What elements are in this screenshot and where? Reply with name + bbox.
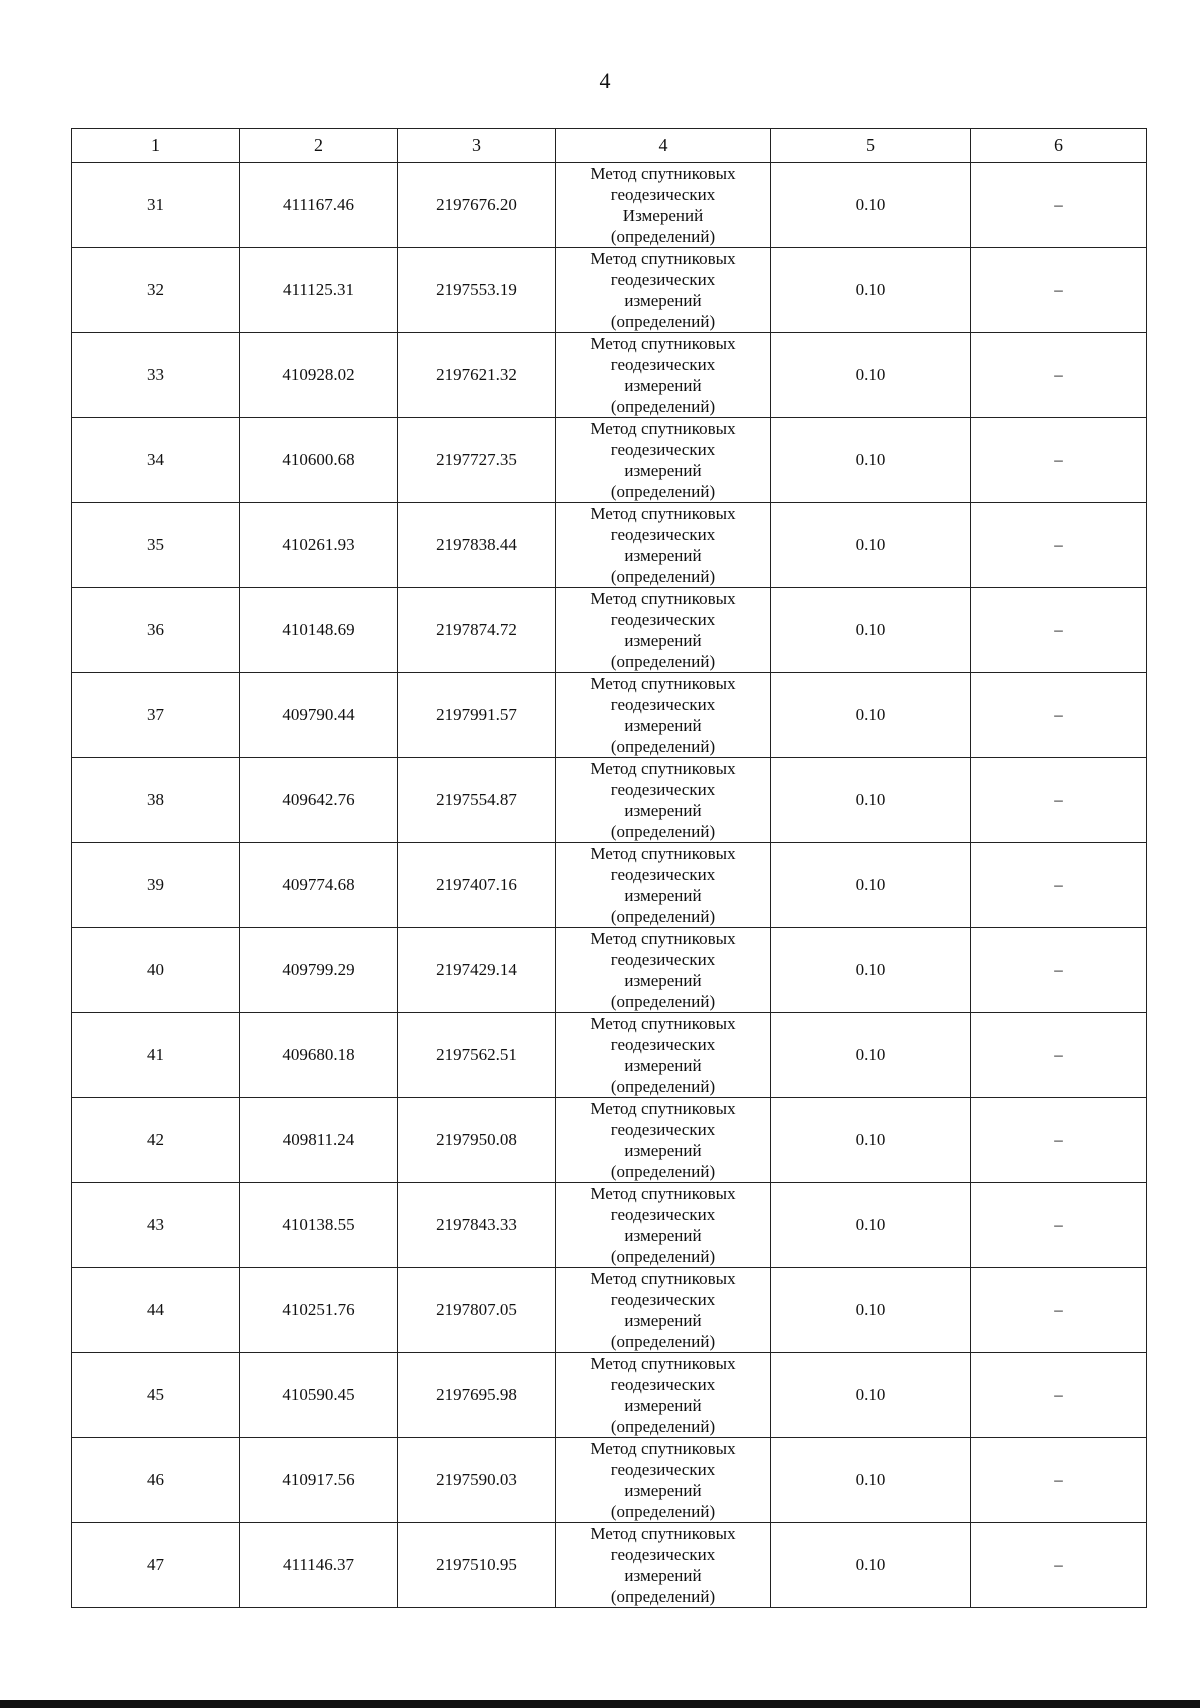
x-coordinate-cell: 410261.93 [240, 503, 398, 588]
table-row [72, 503, 1147, 588]
point-number-cell: 40 [72, 928, 240, 1013]
x-coordinate-cell: 409642.76 [240, 758, 398, 843]
method-cell [556, 418, 771, 503]
y-coordinate-cell: 2197727.35 [398, 418, 556, 503]
method-line: геодезических [610, 1120, 716, 1139]
x-coordinate-cell: 409811.24 [240, 1098, 398, 1183]
accuracy-cell: 0.10 [771, 588, 971, 673]
method-line: геодезических [610, 185, 716, 204]
method-line: измерений [624, 801, 702, 820]
point-number-cell: 45 [72, 1353, 240, 1438]
method-line: Метод спутниковых [590, 419, 736, 438]
y-coordinate-cell: 2197991.57 [398, 673, 556, 758]
x-coordinate-cell: 410917.56 [240, 1438, 398, 1523]
table-row [72, 163, 1147, 248]
point-number-cell: 43 [72, 1183, 240, 1268]
method-line: Метод спутниковых [590, 1354, 736, 1373]
y-coordinate-cell: 2197695.98 [398, 1353, 556, 1438]
point-number-cell: 42 [72, 1098, 240, 1183]
method-line: Метод спутниковых [590, 759, 736, 778]
y-coordinate-cell: 2197590.03 [398, 1438, 556, 1523]
accuracy-cell: 0.10 [771, 843, 971, 928]
x-coordinate-cell: 411125.31 [240, 248, 398, 333]
method-line: геодезических [610, 780, 716, 799]
table-row [72, 248, 1147, 333]
method-line: (определений) [610, 1502, 716, 1521]
point-number-cell: 34 [72, 418, 240, 503]
method-line: геодезических [610, 865, 716, 884]
method-line: геодезических [610, 1205, 716, 1224]
method-line: Метод спутниковых [590, 589, 736, 608]
method-cell [556, 1353, 771, 1438]
y-coordinate-cell: 2197429.14 [398, 928, 556, 1013]
point-number-cell: 32 [72, 248, 240, 333]
method-line: Метод спутниковых [590, 674, 736, 693]
method-line: измерений [624, 291, 702, 310]
table-row [72, 1268, 1147, 1353]
accuracy-cell: 0.10 [771, 928, 971, 1013]
note-cell: – [971, 248, 1147, 333]
method-line: (определений) [610, 737, 716, 756]
point-number-cell: 38 [72, 758, 240, 843]
method-line: (определений) [610, 312, 716, 331]
point-number-cell: 46 [72, 1438, 240, 1523]
table-row [72, 333, 1147, 418]
table-row [72, 1013, 1147, 1098]
accuracy-cell: 0.10 [771, 1183, 971, 1268]
method-cell [556, 843, 771, 928]
y-coordinate-cell: 2197554.87 [398, 758, 556, 843]
method-line: измерений [624, 1226, 702, 1245]
x-coordinate-cell: 411167.46 [240, 163, 398, 248]
method-cell [556, 248, 771, 333]
x-coordinate-cell: 411146.37 [240, 1523, 398, 1608]
method-line: (определений) [610, 652, 716, 671]
method-line: Метод спутниковых [590, 1184, 736, 1203]
method-line: измерений [624, 716, 702, 735]
column-header: 6 [971, 129, 1147, 163]
method-line: (определений) [610, 1417, 716, 1436]
method-cell [556, 1523, 771, 1608]
method-line: геодезических [610, 1375, 716, 1394]
accuracy-cell: 0.10 [771, 1268, 971, 1353]
table-row [72, 758, 1147, 843]
method-line: (определений) [610, 992, 716, 1011]
method-line: измерений [624, 971, 702, 990]
method-line: измерений [624, 1481, 702, 1500]
table-header-row [72, 129, 1147, 163]
method-cell [556, 1098, 771, 1183]
note-cell: – [971, 1353, 1147, 1438]
x-coordinate-cell: 409799.29 [240, 928, 398, 1013]
y-coordinate-cell: 2197874.72 [398, 588, 556, 673]
method-line: измерений [624, 886, 702, 905]
accuracy-cell: 0.10 [771, 1013, 971, 1098]
y-coordinate-cell: 2197807.05 [398, 1268, 556, 1353]
scan-edge-bar [0, 1700, 1200, 1708]
note-cell: – [971, 1523, 1147, 1608]
method-line: геодезических [610, 1545, 716, 1564]
accuracy-cell: 0.10 [771, 333, 971, 418]
page-number: 4 [599, 68, 611, 93]
accuracy-cell: 0.10 [771, 503, 971, 588]
coordinates-table [71, 128, 1147, 1608]
accuracy-cell: 0.10 [771, 673, 971, 758]
method-line: (определений) [610, 1247, 716, 1266]
method-line: измерений [624, 1396, 702, 1415]
method-line: Метод спутниковых [590, 504, 736, 523]
accuracy-cell: 0.10 [771, 248, 971, 333]
method-cell [556, 1438, 771, 1523]
method-line: Метод спутниковых [590, 164, 736, 183]
point-number-cell: 41 [72, 1013, 240, 1098]
note-cell: – [971, 1013, 1147, 1098]
note-cell: – [971, 1183, 1147, 1268]
table-row [72, 673, 1147, 758]
table-row [72, 588, 1147, 673]
method-line: (определений) [610, 397, 716, 416]
y-coordinate-cell: 2197621.32 [398, 333, 556, 418]
point-number-cell: 39 [72, 843, 240, 928]
point-number-cell: 37 [72, 673, 240, 758]
method-line: измерений [624, 1311, 702, 1330]
x-coordinate-cell: 409790.44 [240, 673, 398, 758]
x-coordinate-cell: 410148.69 [240, 588, 398, 673]
method-cell [556, 673, 771, 758]
method-line: (определений) [610, 822, 716, 841]
method-line: геодезических [610, 440, 716, 459]
method-cell [556, 1013, 771, 1098]
column-header: 2 [240, 129, 398, 163]
method-cell [556, 758, 771, 843]
accuracy-cell: 0.10 [771, 758, 971, 843]
method-cell [556, 588, 771, 673]
method-line: (определений) [610, 227, 716, 246]
method-line: геодезических [610, 610, 716, 629]
method-line: Измерений [622, 206, 704, 225]
method-line: (определений) [610, 1587, 716, 1606]
note-cell: – [971, 673, 1147, 758]
x-coordinate-cell: 410251.76 [240, 1268, 398, 1353]
note-cell: – [971, 588, 1147, 673]
method-line: Метод спутниковых [590, 1269, 736, 1288]
x-coordinate-cell: 410138.55 [240, 1183, 398, 1268]
x-coordinate-cell: 410928.02 [240, 333, 398, 418]
method-line: геодезических [610, 525, 716, 544]
y-coordinate-cell: 2197553.19 [398, 248, 556, 333]
note-cell: – [971, 418, 1147, 503]
method-cell [556, 1183, 771, 1268]
method-line: (определений) [610, 1077, 716, 1096]
method-line: измерений [624, 376, 702, 395]
x-coordinate-cell: 409774.68 [240, 843, 398, 928]
method-line: измерений [624, 1056, 702, 1075]
note-cell: – [971, 758, 1147, 843]
method-line: Метод спутниковых [590, 929, 736, 948]
y-coordinate-cell: 2197676.20 [398, 163, 556, 248]
note-cell: – [971, 333, 1147, 418]
note-cell: – [971, 503, 1147, 588]
x-coordinate-cell: 410590.45 [240, 1353, 398, 1438]
method-line: геодезических [610, 695, 716, 714]
method-cell [556, 163, 771, 248]
method-line: (определений) [610, 1162, 716, 1181]
method-line: Метод спутниковых [590, 1439, 736, 1458]
y-coordinate-cell: 2197510.95 [398, 1523, 556, 1608]
x-coordinate-cell: 410600.68 [240, 418, 398, 503]
note-cell: – [971, 843, 1147, 928]
method-cell [556, 928, 771, 1013]
accuracy-cell: 0.10 [771, 1438, 971, 1523]
table-body [72, 163, 1147, 1608]
table-row [72, 843, 1147, 928]
method-line: геодезических [610, 355, 716, 374]
method-line: геодезических [610, 270, 716, 289]
method-line: измерений [624, 461, 702, 480]
note-cell: – [971, 1268, 1147, 1353]
accuracy-cell: 0.10 [771, 1523, 971, 1608]
accuracy-cell: 0.10 [771, 418, 971, 503]
note-cell: – [971, 163, 1147, 248]
method-line: Метод спутниковых [590, 844, 736, 863]
method-line: Метод спутниковых [590, 334, 736, 353]
method-cell [556, 1268, 771, 1353]
column-header: 1 [72, 129, 240, 163]
method-line: измерений [624, 1141, 702, 1160]
method-line: (определений) [610, 907, 716, 926]
method-line: геодезических [610, 1460, 716, 1479]
point-number-cell: 47 [72, 1523, 240, 1608]
method-line: Метод спутниковых [590, 249, 736, 268]
note-cell: – [971, 1098, 1147, 1183]
note-cell: – [971, 928, 1147, 1013]
method-line: (определений) [610, 567, 716, 586]
column-header: 4 [556, 129, 771, 163]
method-line: Метод спутниковых [590, 1099, 736, 1118]
table-row [72, 1183, 1147, 1268]
accuracy-cell: 0.10 [771, 1098, 971, 1183]
point-number-cell: 33 [72, 333, 240, 418]
method-line: измерений [624, 546, 702, 565]
column-header: 5 [771, 129, 971, 163]
method-cell [556, 503, 771, 588]
method-line: геодезических [610, 1035, 716, 1054]
point-number-cell: 35 [72, 503, 240, 588]
method-cell [556, 333, 771, 418]
table-row [72, 1438, 1147, 1523]
column-header: 3 [398, 129, 556, 163]
y-coordinate-cell: 2197838.44 [398, 503, 556, 588]
y-coordinate-cell: 2197407.16 [398, 843, 556, 928]
table-row [72, 928, 1147, 1013]
method-line: геодезических [610, 950, 716, 969]
method-line: геодезических [610, 1290, 716, 1309]
method-line: (определений) [610, 482, 716, 501]
y-coordinate-cell: 2197843.33 [398, 1183, 556, 1268]
table-row [72, 1523, 1147, 1608]
method-line: измерений [624, 631, 702, 650]
accuracy-cell: 0.10 [771, 163, 971, 248]
point-number-cell: 31 [72, 163, 240, 248]
note-cell: – [971, 1438, 1147, 1523]
table-row [72, 1353, 1147, 1438]
table-row [72, 1098, 1147, 1183]
y-coordinate-cell: 2197950.08 [398, 1098, 556, 1183]
table-row [72, 418, 1147, 503]
y-coordinate-cell: 2197562.51 [398, 1013, 556, 1098]
point-number-cell: 36 [72, 588, 240, 673]
x-coordinate-cell: 409680.18 [240, 1013, 398, 1098]
point-number-cell: 44 [72, 1268, 240, 1353]
accuracy-cell: 0.10 [771, 1353, 971, 1438]
method-line: измерений [624, 1566, 702, 1585]
method-line: Метод спутниковых [590, 1524, 736, 1543]
method-line: Метод спутниковых [590, 1014, 736, 1033]
method-line: (определений) [610, 1332, 716, 1351]
